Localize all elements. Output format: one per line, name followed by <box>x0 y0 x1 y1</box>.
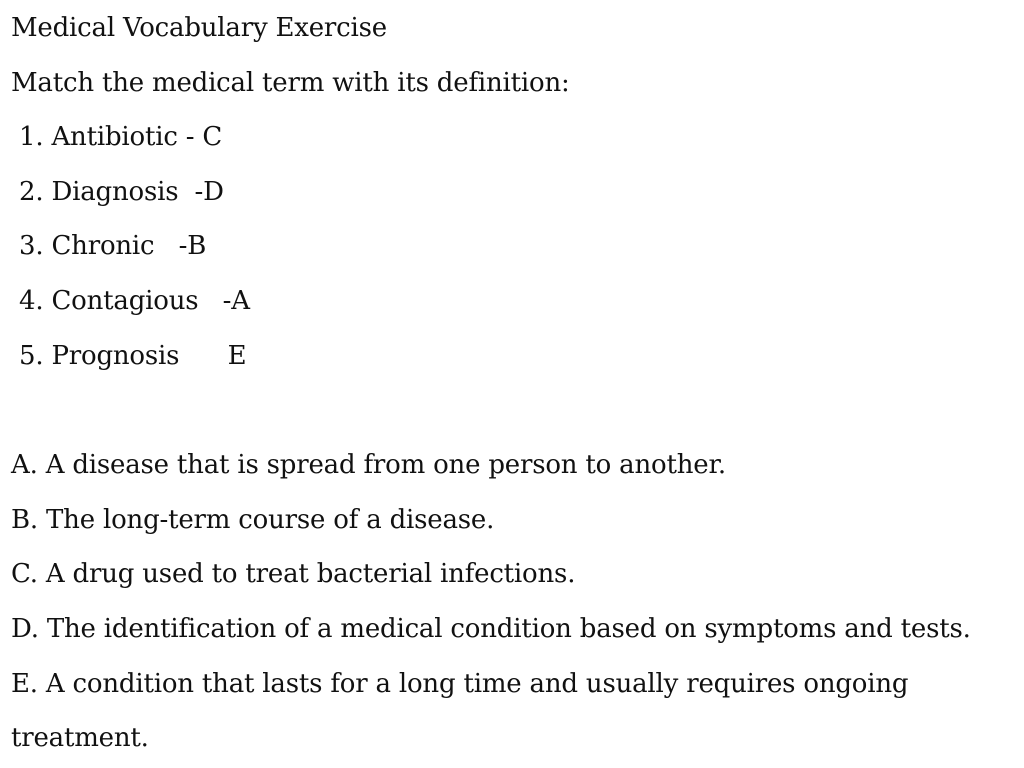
term-item: 5. Prognosis E <box>19 341 247 371</box>
definition-item-continuation: treatment. <box>11 723 149 753</box>
definition-item: B. The long-term course of a disease. <box>11 505 495 535</box>
page-title: Medical Vocabulary Exercise <box>11 13 387 43</box>
definition-item: D. The identification of a medical condition based on symptoms and tests. <box>11 614 971 644</box>
term-item: 4. Contagious -A <box>19 286 250 316</box>
definition-item: C. A drug used to treat bacterial infections. <box>11 559 576 589</box>
definition-item: A. A disease that is spread from one person to another. <box>11 450 726 480</box>
term-item: 3. Chronic -B <box>19 231 207 261</box>
instruction-text: Match the medical term with its definition: <box>11 68 570 98</box>
definition-item: E. A condition that lasts for a long time and usually requires ongoing <box>11 669 909 699</box>
term-item: 1. Antibiotic - C <box>19 122 223 152</box>
term-item: 2. Diagnosis -D <box>19 177 224 207</box>
